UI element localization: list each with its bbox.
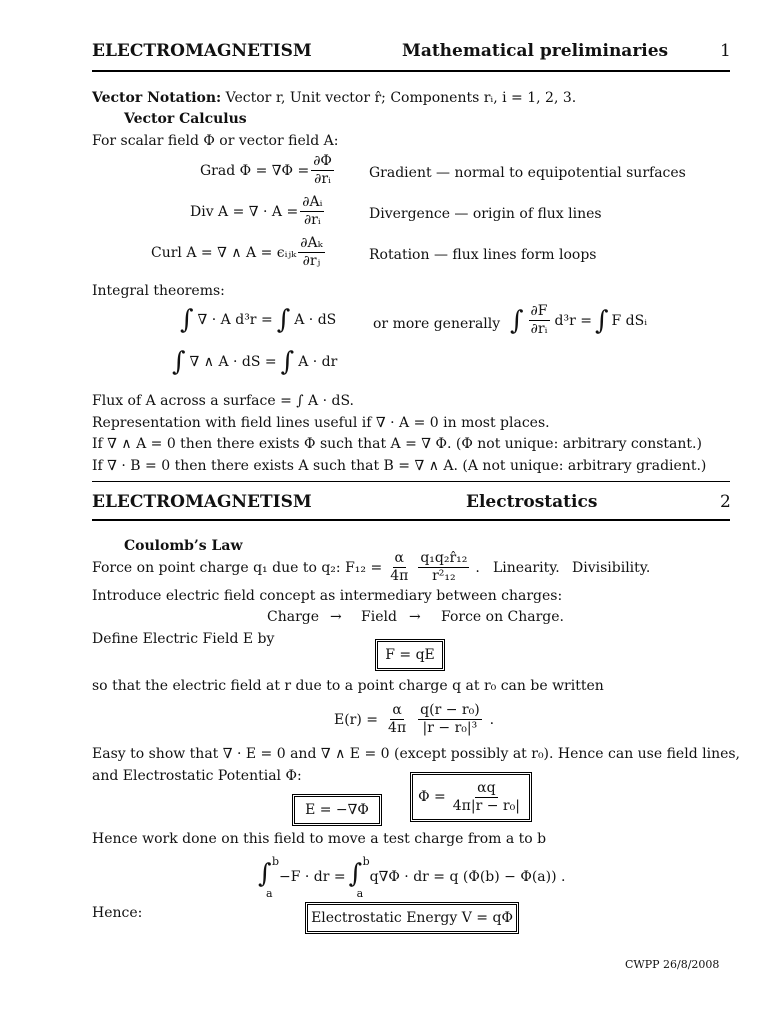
general-fraction [529,303,550,338]
vector-notation-text: Vector r, Unit vector r̂; Components rᵢ, i = 1, 2, 3. [225,90,577,106]
chain-arrow-2: → [409,609,421,625]
general-theorem [510,303,647,338]
boxed-efield-text: E = −∇Φ [305,802,369,818]
boxed-force [377,641,443,669]
div-description: Divergence — origin of flux lines [369,206,602,222]
boxed-energy [307,904,517,932]
force-fraction [418,550,469,585]
boxed-phi-fraction [451,780,522,815]
efield-prefactor-den: 4π [388,720,407,736]
curl-equation [151,235,327,270]
integral-sign: ∫ [348,859,363,889]
potential-line: and Electrostatic Potential Φ: [92,768,302,784]
force-prefactor [388,550,410,585]
boxed-phi-numerator: αq [477,779,496,796]
integral-sign: ∫ [594,305,609,336]
page2-title-left: ELECTROMAGNETISM [92,492,312,512]
vector-calculus-heading: Vector Calculus [124,111,247,127]
gauss-right: A · dS [294,312,337,328]
integral-sign: ∫ [510,305,524,336]
div-equation [190,194,326,229]
hence-label: Hence: [92,905,143,921]
work-integral-2 [348,855,370,900]
work-middle: −F · dr = [279,869,346,885]
coulomb-heading: Coulomb’s Law [124,538,243,554]
general-middle: d³r = [554,312,592,329]
efield-prefactor-num: α [392,702,402,718]
intermediary-line: Introduce electric field concept as intermediary between charges: [92,588,563,604]
page2-header-rule [92,519,730,521]
stokes-theorem [172,347,337,377]
work-line: Hence work done on this field to move a test charge from a to b [92,831,547,847]
work-right: q∇Φ · dr = q (Φ(b) − Φ(a)) . [369,869,566,885]
grad-equation [200,153,336,188]
work-equation [258,855,566,900]
div-numerator: ∂Aᵢ [302,194,323,210]
work-int2-upper: b [362,855,370,868]
div-fraction [300,194,324,229]
stokes-middle: ∇ ∧ A · dS = [189,354,277,370]
efield-numerator: q(r − r₀) [420,702,480,718]
coulomb-force-equation [92,550,480,585]
define-line: Define Electric Field E by [92,631,275,647]
efield-denominator: |r − r₀|³ [422,720,478,736]
stokes-right: A · dr [298,354,338,370]
curl-lhs: Curl A = ∇ ∧ A = ϵᵢⱼₖ [151,244,297,261]
grad-denominator: ∂rᵢ [314,171,331,187]
div-free-line: If ∇ · B = 0 then there exists A such that B = ∇ ∧ A. (A not unique: arbitrary gradient.) [92,458,707,474]
flux-line: Flux of A across a surface = ∫ A · dS. [92,393,354,409]
page1-title-left: ELECTROMAGNETISM [92,41,312,61]
force-tail: . [475,559,480,576]
general-numerator: ∂F [530,303,548,319]
force-intro: Force on point charge q₁ due to q₂: F₁₂ = [92,559,383,576]
grad-numerator: ∂Φ [313,153,332,169]
boxed-efield [294,796,380,824]
force-denominator: r²₁₂ [432,568,456,584]
efield-lhs: E(r) = [334,711,379,728]
boxed-energy-text: Electrostatic Energy V = qΦ [311,910,513,926]
div-lhs: Div A = ∇ · A = [190,203,299,220]
easy-line: Easy to show that ∇ · E = 0 and ∇ ∧ E = 0 (except possibly at r₀). Hence can use field lines, [92,746,740,762]
chain-charge: Charge [267,609,320,625]
integral-sign: ∫ [276,305,291,335]
general-right: F dSᵢ [611,312,648,329]
gauss-theorem [180,305,336,335]
work-int1-upper: b [272,855,280,868]
page1-page-number: 1 [720,41,731,61]
boxed-phi-denominator: 4π|r − r₀| [452,797,520,814]
grad-fraction [311,153,334,188]
divisibility-label: Divisibility. [572,560,651,576]
work-int1-lower: a [266,887,273,900]
efield-prefactor [386,702,408,737]
integral-sign: ∫ [258,859,272,889]
general-denominator: ∂rᵢ [530,321,548,337]
force-prefactor-den: 4π [390,568,409,584]
curl-numerator: ∂Aₖ [300,235,323,251]
integral-sign: ∫ [180,305,194,335]
boxed-phi-lhs: Φ = [418,789,446,805]
integral-sign: ∫ [280,347,295,377]
grad-lhs: Grad Φ = ∇Φ = [200,162,310,179]
so-that-line: so that the electric field at r due to a point charge q at r₀ can be written [92,678,604,694]
force-prefactor-num: α [394,550,404,566]
footer-credit: CWPP 26/8/2008 [625,958,720,971]
efield-equation [334,702,494,737]
page-separator [92,481,730,482]
boxed-phi [412,774,530,820]
efield-fraction [418,702,482,737]
page1-title-center: Mathematical preliminaries [402,41,669,61]
page2-page-number: 2 [720,492,731,512]
curl-fraction [298,235,324,270]
vector-notation-label: Vector Notation: [92,90,222,106]
efield-tail: . [489,711,495,728]
curl-denominator: ∂rⱼ [302,253,321,269]
vector-notation-line [92,90,576,106]
linearity-label: Linearity. [493,560,560,576]
chain-arrow-1: → [330,609,342,625]
curl-description: Rotation — flux lines form loops [369,247,597,263]
work-integral-1 [258,855,280,900]
chain-force: Force on Charge. [441,609,565,625]
page2-title-center: Electrostatics [466,492,598,512]
force-numerator: q₁q₂r̂₁₂ [420,550,468,566]
grad-description: Gradient — normal to equipotential surfaces [369,165,686,181]
div-denominator: ∂rᵢ [303,212,321,228]
integral-theorems-label: Integral theorems: [92,283,225,299]
integral-sign: ∫ [172,347,186,377]
gauss-middle: ∇ · A d³r = [197,312,273,328]
work-int2-lower: a [356,887,364,900]
scalar-field-intro: For scalar field Φ or vector field A: [92,133,339,149]
curl-free-line: If ∇ ∧ A = 0 then there exists Φ such that A = ∇ Φ. (Φ not unique: arbitrary constant.) [92,436,702,452]
boxed-force-text: F = qE [385,647,435,663]
field-lines-line: Representation with field lines useful if ∇ · A = 0 in most places. [92,415,550,431]
page1-header-rule [92,70,730,72]
chain-field: Field [361,609,397,625]
or-more-generally: or more generally [373,316,501,332]
